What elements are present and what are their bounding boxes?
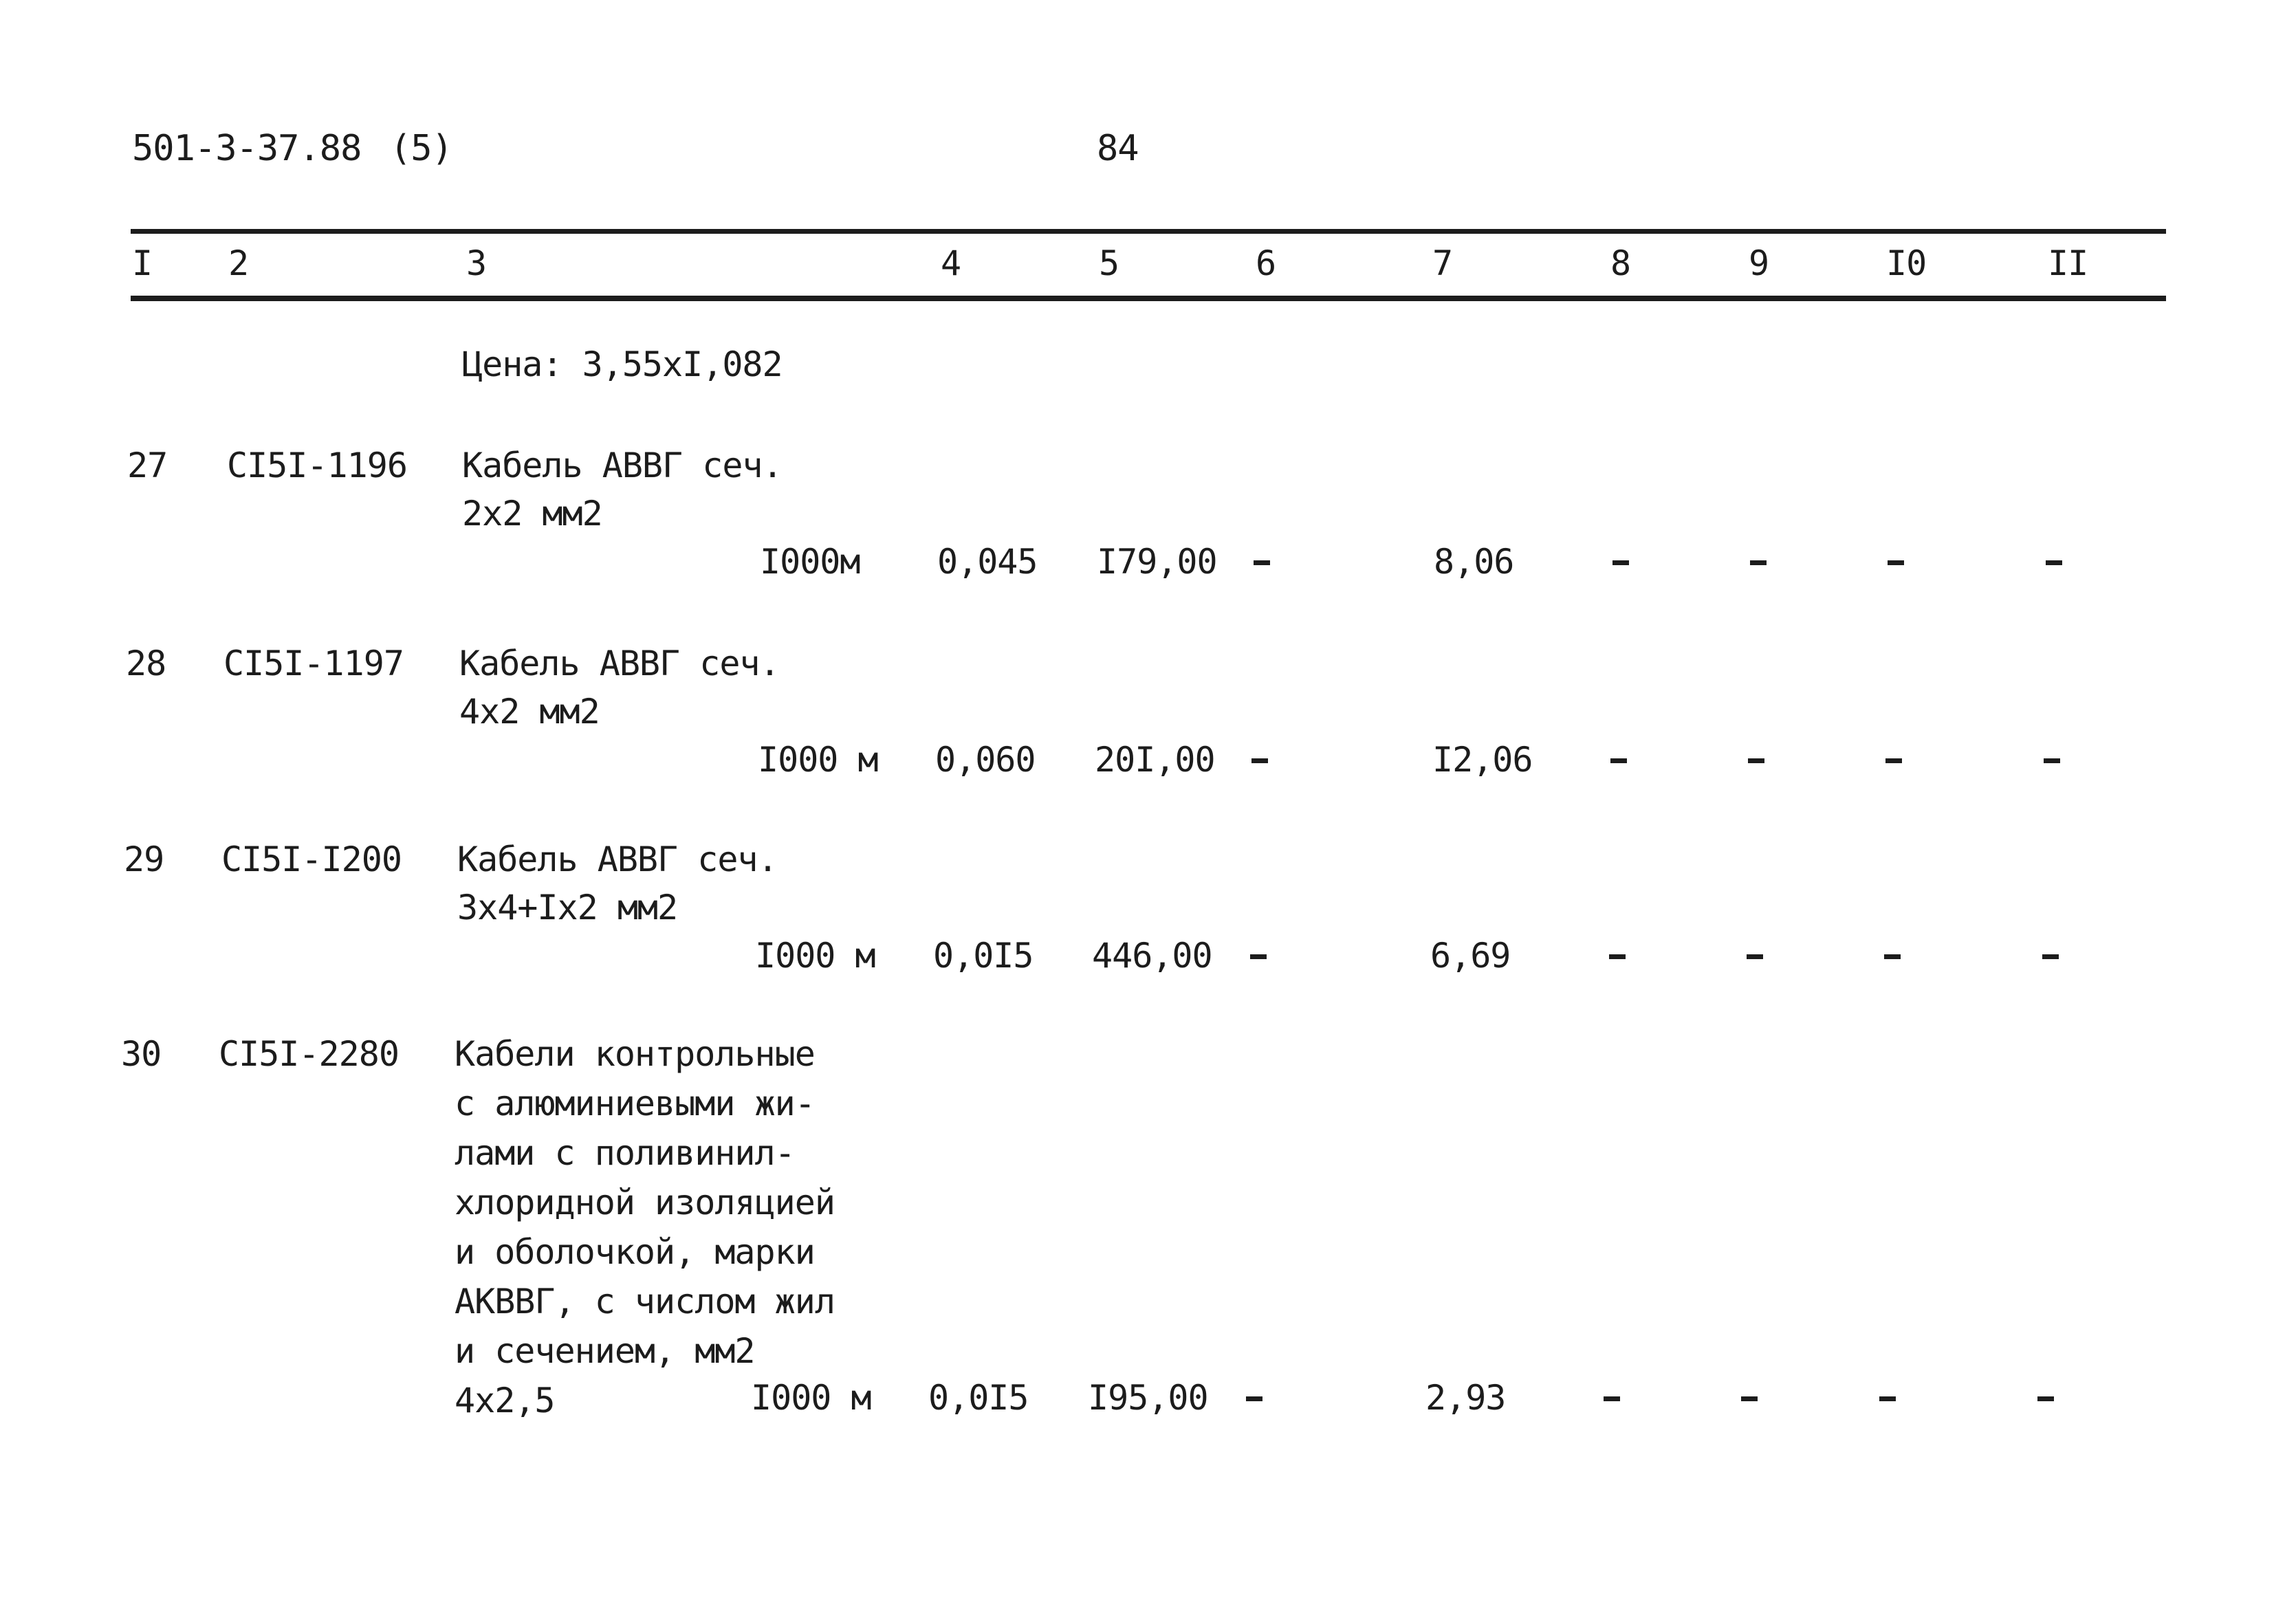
empty-cell-dash [1747,954,1763,959]
empty-cell-dash [1748,758,1764,763]
document-code: 501-3-37.88 [132,128,362,169]
unit-of-measure: I000м [760,542,860,582]
unit-price: 20I,00 [1095,740,1215,780]
item-description-line: и сечением, мм2 [455,1331,755,1371]
unit-price: I95,00 [1088,1378,1208,1418]
item-description-line: АКВВГ, с числом жил [455,1282,835,1321]
empty-cell-dash [1879,1396,1896,1401]
quantity: 0,045 [937,542,1038,582]
item-description-line: Кабель АВВГ сеч. [459,644,780,683]
item-description-line: хлоридной изоляцией [455,1183,835,1222]
item-description-line: 3х4+Iх2 мм2 [457,888,678,928]
column-header: I0 [1886,243,1927,283]
empty-cell-dash [1251,758,1268,763]
sheet-label: (5) [390,128,452,169]
empty-cell-dash [1885,758,1902,763]
total-cost: 8,06 [1434,542,1514,582]
empty-cell-dash [2044,758,2060,763]
item-code: CI5I-1197 [223,644,404,683]
column-header: 5 [1099,243,1119,283]
row-number: 28 [126,644,166,683]
column-header: 3 [466,243,487,283]
quantity: 0,060 [935,740,1036,780]
item-code: CI5I-I200 [221,840,402,879]
item-code: CI5I-2280 [219,1034,399,1074]
column-header: 8 [1610,243,1631,283]
unit-price: I79,00 [1097,542,1217,582]
empty-cell-dash [1604,1396,1620,1401]
table-header-rule [131,296,2166,301]
item-description-line: 4х2 мм2 [459,692,600,732]
empty-cell-dash [2042,954,2059,959]
item-description-line: Кабель АВВГ сеч. [457,840,778,879]
item-description-line: Кабель АВВГ сеч. [462,446,783,485]
empty-cell-dash [1254,560,1270,565]
total-cost: I2,06 [1432,740,1533,780]
row-number: 27 [127,446,168,485]
empty-cell-dash [1250,954,1267,959]
row-number: 30 [121,1034,162,1074]
empty-cell-dash [1888,560,1904,565]
row-number: 29 [124,840,164,879]
empty-cell-dash [1609,954,1626,959]
item-description-line: 2х2 мм2 [462,494,602,534]
total-cost: 2,93 [1425,1378,1506,1418]
column-header: 6 [1256,243,1276,283]
unit-of-measure: I000 м [755,936,875,976]
empty-cell-dash [1884,954,1901,959]
quantity: 0,0I5 [928,1378,1029,1418]
empty-cell-dash [2046,560,2062,565]
empty-cell-dash [1741,1396,1758,1401]
unit-of-measure: I000 м [758,740,878,780]
column-header: 4 [941,243,961,283]
item-specification: 4х2,5 [455,1381,555,1420]
item-description-line: с алюминиевыми жи- [455,1084,815,1123]
item-code: CI5I-1196 [227,446,407,485]
page-number: 84 [1097,128,1139,169]
column-header: II [2048,243,2088,283]
item-description-line: Кабели контрольные [455,1034,815,1074]
empty-cell-dash [1246,1396,1262,1401]
column-header: I [132,243,153,283]
column-header: 2 [228,243,249,283]
item-description-line: и оболочкой, марки [455,1232,815,1272]
column-header: 9 [1749,243,1769,283]
empty-cell-dash [2037,1396,2054,1401]
unit-of-measure: I000 м [751,1378,871,1418]
quantity: 0,0I5 [933,936,1034,976]
column-header: 7 [1432,243,1453,283]
empty-cell-dash [1610,758,1627,763]
unit-price: 446,00 [1092,936,1212,976]
empty-cell-dash [1612,560,1629,565]
item-description-line: лами с поливинил- [455,1133,795,1173]
price-note: Цена: 3,55xI,082 [462,344,783,384]
empty-cell-dash [1750,560,1767,565]
total-cost: 6,69 [1430,936,1511,976]
table-top-rule [131,229,2166,234]
